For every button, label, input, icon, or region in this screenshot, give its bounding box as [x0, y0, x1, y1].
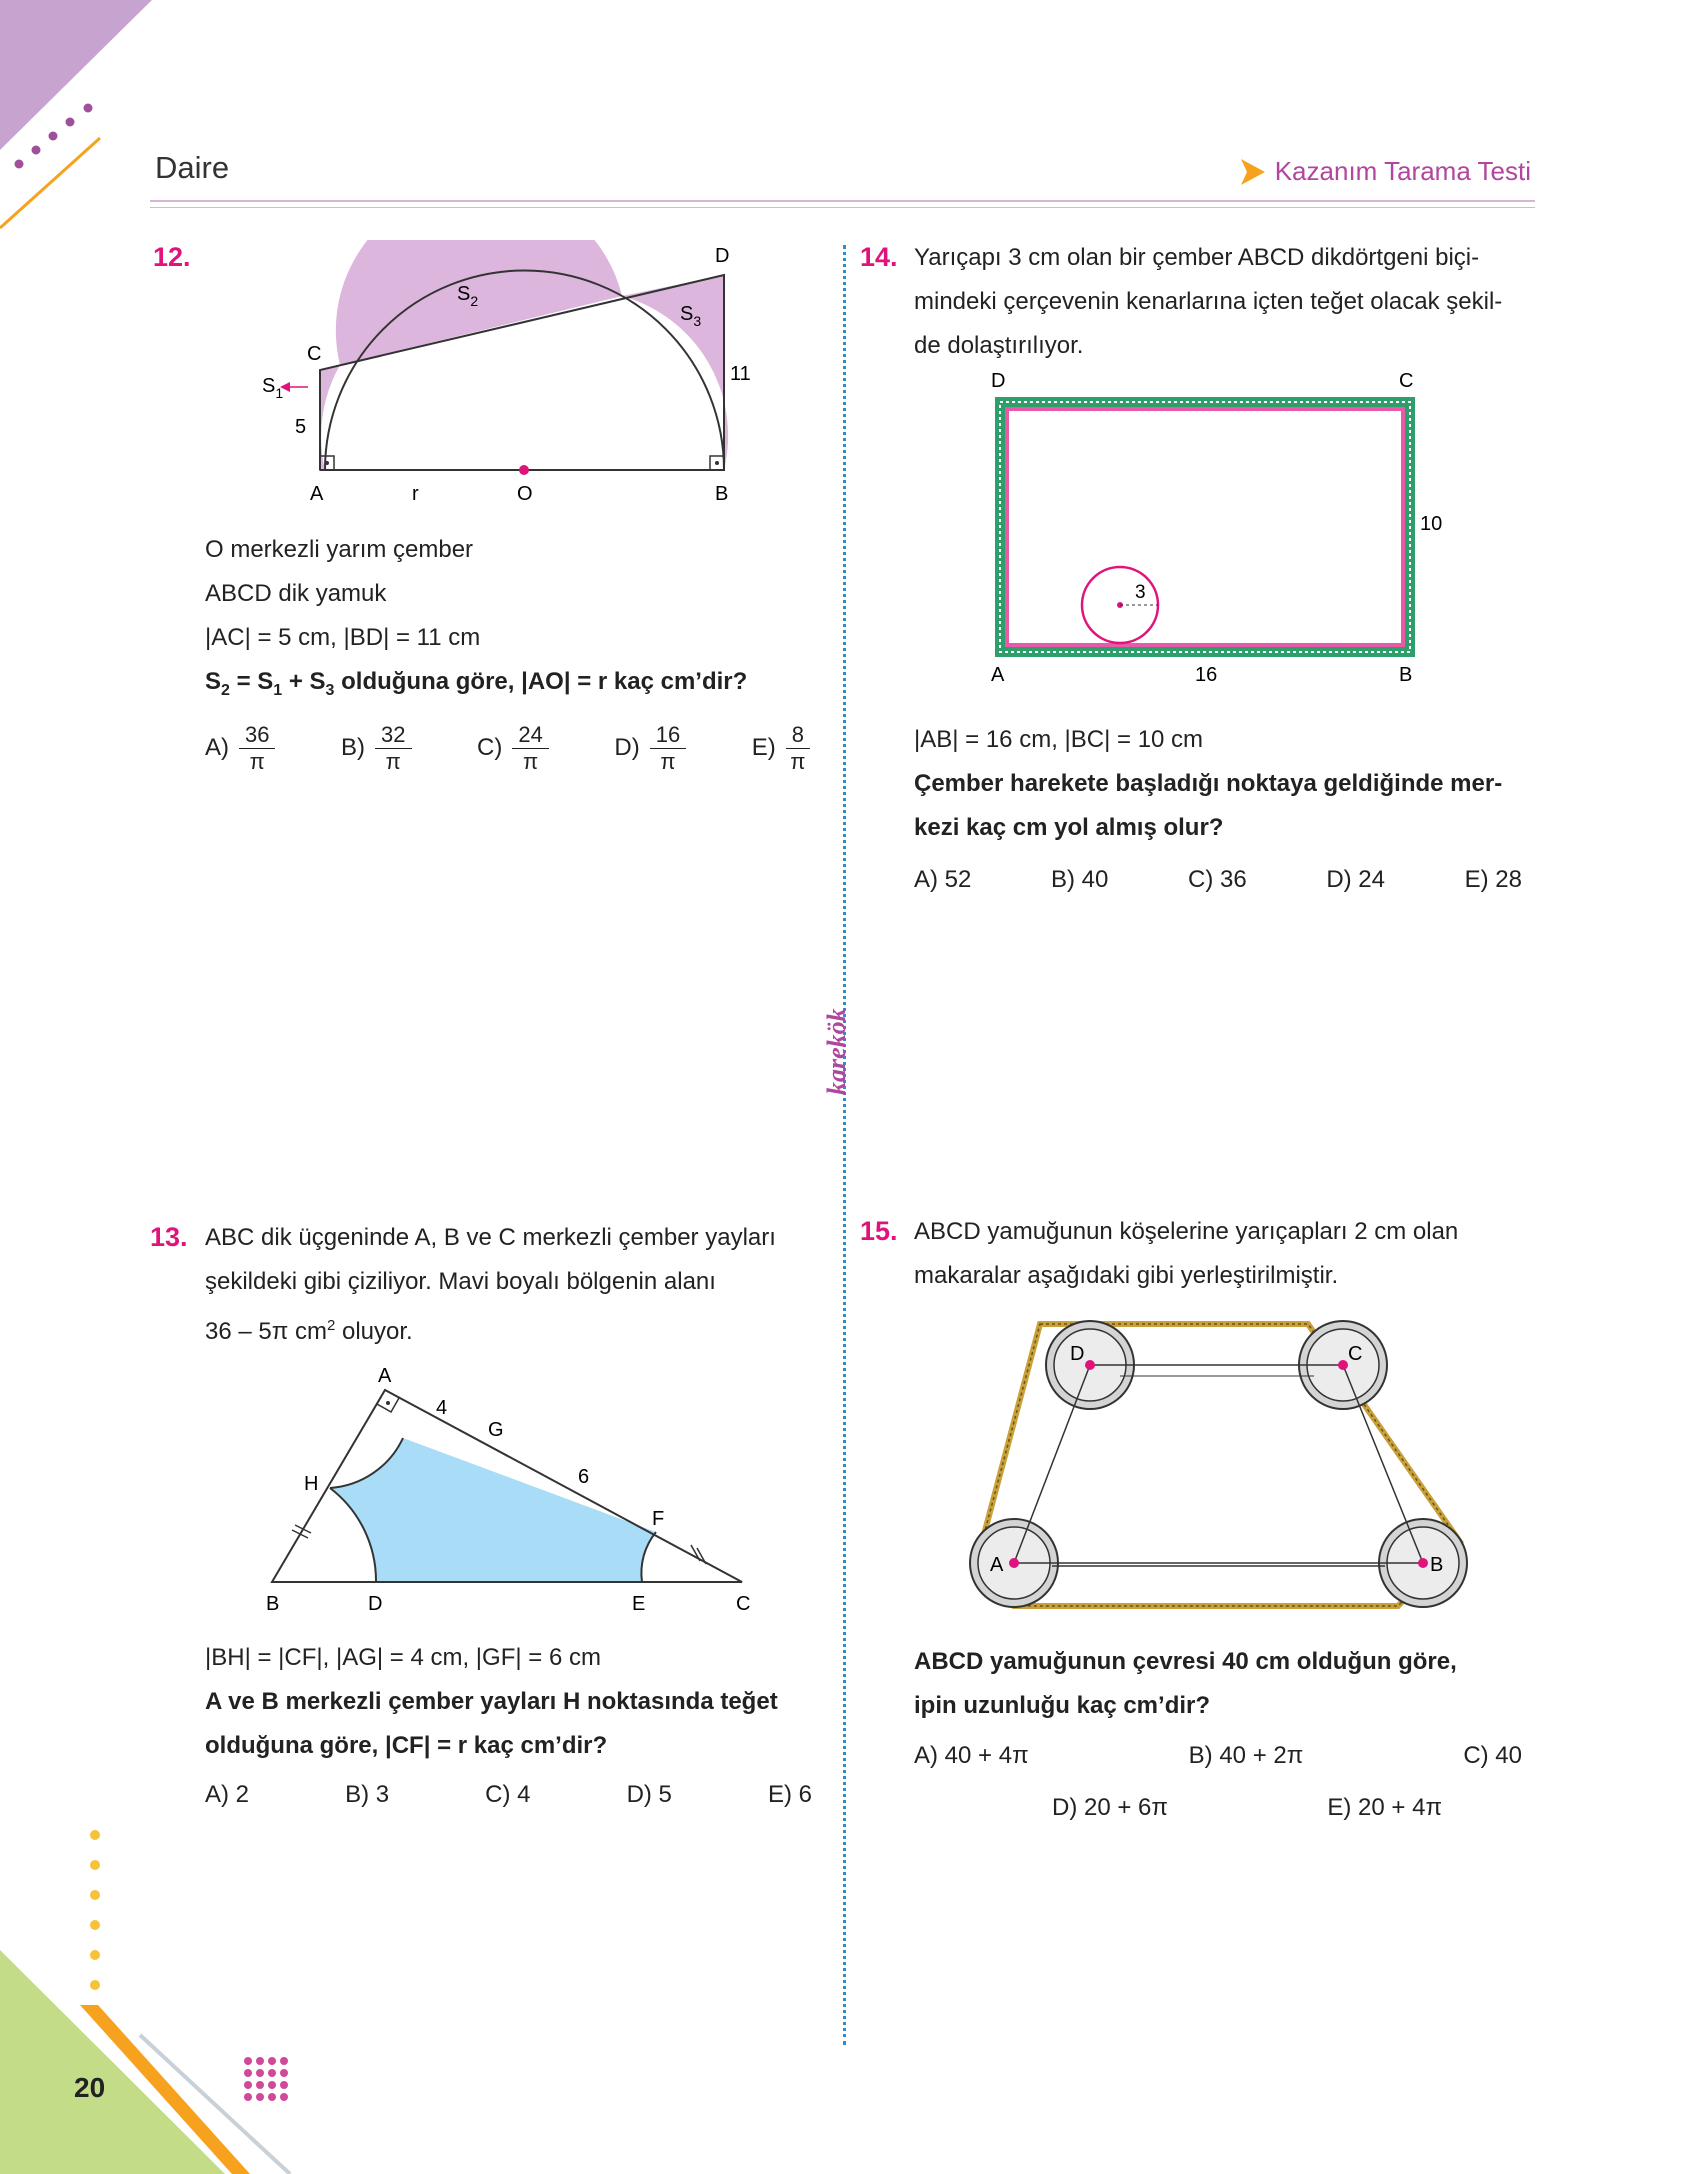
- q14-intro-3: de dolaştırılıyor.: [914, 332, 1084, 359]
- q15-intro: [914, 1210, 1524, 1298]
- q13-intro-1: ABC dik üçgeninde A, B ve C merkezli çember yayları: [205, 1224, 776, 1251]
- q15-option-b[interactable]: B) 40 + 2π: [1188, 1742, 1304, 1769]
- q12-option-e[interactable]: E) $\frac{8}{\pi}$: [752, 722, 810, 775]
- q14-options: [914, 866, 1522, 894]
- column-divider: [843, 245, 846, 2045]
- q13-intro-2: şekildeki gibi çiziliyor. Mavi boyalı bölgenin alanı: [205, 1268, 716, 1295]
- q13-intro-3: 36 – 5π $cm^2$ oluyor.: [205, 1317, 413, 1345]
- q14-label-D: D: [991, 370, 1006, 392]
- header-divider: [150, 200, 1535, 202]
- karekok-label: karekök: [822, 1008, 851, 1095]
- q14-label-B: B: [1399, 664, 1413, 686]
- q15-label-A: A: [990, 1554, 1004, 1576]
- q13-label-4: 4: [436, 1397, 448, 1419]
- q12-option-d[interactable]: D) $\frac{16}{\pi}$: [614, 722, 686, 775]
- q12-label-r: r: [412, 483, 419, 505]
- q15-label-B: B: [1430, 1554, 1444, 1576]
- corner-decoration-top: [0, 0, 160, 240]
- page-number: 20: [74, 2072, 106, 2103]
- q12-line-2: ABCD dik yamuk: [205, 580, 387, 607]
- q13-label-F: F: [652, 1508, 665, 1530]
- q13-option-a[interactable]: A) 2: [205, 1781, 250, 1808]
- q15-intro-1: ABCD yamuğunun köşelerine yarıçapları 2 cm olan: [914, 1218, 1459, 1245]
- q12-label-B: B: [715, 483, 729, 505]
- q12-q-sub1: 1: [273, 681, 283, 699]
- q14-text: [914, 718, 1524, 850]
- q14-option-a[interactable]: A) 52: [914, 866, 972, 893]
- q13-question-2: olduğuna göre, |CF| = r kaç cm’dir?: [205, 1732, 608, 1759]
- q12-label-S1: $S_1$: [262, 375, 284, 401]
- q12-label-A: A: [310, 483, 324, 505]
- q13-intro: [205, 1216, 815, 1354]
- q12-label-O: O: [517, 483, 533, 505]
- q14-option-c[interactable]: C) 36: [1188, 866, 1247, 893]
- q13-label-A: A: [378, 1365, 392, 1387]
- q15-option-e[interactable]: E) 20 + 4π: [1327, 1794, 1442, 1821]
- q14-label-10: 10: [1420, 513, 1443, 535]
- question-12-number: 12.: [153, 242, 191, 272]
- q14-label-A: A: [991, 664, 1005, 686]
- corner-decoration-bottom: [0, 1820, 300, 2174]
- q13-options: [205, 1781, 812, 1809]
- q14-label-16: 16: [1195, 664, 1218, 686]
- q13-label-6: 6: [578, 1466, 590, 1488]
- q12-text: [205, 528, 815, 713]
- q15-figure: [960, 1310, 1480, 1620]
- q14-intro-1: Yarıçapı 3 cm olan bir çember ABCD dikdörtgeni biçi-: [914, 244, 1480, 271]
- q13-option-c[interactable]: C) 4: [485, 1781, 531, 1808]
- q12-label-D: D: [715, 245, 730, 267]
- q13-option-e[interactable]: E) 6: [767, 1781, 812, 1808]
- q13-label-B: B: [266, 1593, 280, 1615]
- q15-option-d[interactable]: D) 20 + 6π: [1052, 1794, 1168, 1821]
- q12-label-S3: $S_3$: [680, 303, 702, 329]
- q12-label-5: 5: [295, 416, 307, 438]
- q14-option-e[interactable]: E) 28: [1464, 866, 1522, 893]
- q13-label-C: C: [736, 1593, 751, 1615]
- chevron-right-icon: [1237, 157, 1267, 187]
- q12-option-c[interactable]: C) $\frac{24}{\pi}$: [477, 722, 549, 775]
- q12-q-sub2: 2: [221, 681, 230, 699]
- header-divider-thin: [150, 207, 1535, 208]
- q14-option-d[interactable]: D) 24: [1326, 866, 1385, 893]
- q12-q-sub3: 3: [325, 681, 335, 699]
- page-title: Daire: [155, 150, 230, 185]
- q12-line-1: O merkezli yarım çember: [205, 536, 474, 563]
- q12-label-S2: $S_2$: [457, 283, 479, 309]
- q14-intro-2: mindeki çerçevenin kenarlarına içten teğet olacak şekil-: [914, 288, 1503, 315]
- q14-intro: [914, 236, 1524, 368]
- question-15-number: 15.: [860, 1216, 898, 1246]
- q15-question-1: ABCD yamuğunun çevresi 40 cm olduğun göre,: [914, 1648, 1457, 1675]
- q15-question-2: ipin uzunluğu kaç cm’dir?: [914, 1692, 1211, 1719]
- q15-label-C: C: [1348, 1343, 1363, 1365]
- q12-figure: [250, 240, 770, 515]
- test-label-text: Kazanım Tarama Testi: [1274, 156, 1531, 186]
- q14-question-1: Çember harekete başladığı noktaya geldiğinde mer-: [914, 770, 1503, 797]
- question-13-number: 13.: [150, 1222, 188, 1252]
- question-14-number: 14.: [860, 242, 898, 272]
- q13-option-d[interactable]: D) 5: [626, 1781, 672, 1808]
- q15-intro-2: makaralar aşağıdaki gibi yerleştirilmiştir.: [914, 1262, 1339, 1289]
- q12-label-11: 11: [730, 363, 751, 385]
- q15-label-D: D: [1070, 1343, 1085, 1365]
- test-label: [1237, 156, 1531, 187]
- q14-question-2: kezi kaç cm yol almış olur?: [914, 814, 1224, 841]
- q13-label-D: D: [368, 1593, 383, 1615]
- q13-label-H: H: [304, 1473, 319, 1495]
- q12-question-text: olduğuna göre, |AO| = r kaç cm’dir?: [341, 668, 748, 695]
- q12-question: $S_2 = S_1 + S_3$ olduğuna göre, |AO| = r kaç cm’dir?: [205, 668, 748, 699]
- q14-label-C: C: [1399, 370, 1414, 392]
- q15-text: [914, 1640, 1524, 1728]
- q12-label-C: C: [307, 343, 322, 365]
- q12-option-a[interactable]: A) $\frac{36}{\pi}$: [205, 722, 275, 775]
- q13-figure: [260, 1360, 770, 1620]
- q15-options-row2: [1052, 1794, 1442, 1822]
- q12-line-3: |AC| = 5 cm, |BD| = 11 cm: [205, 624, 481, 651]
- q14-given: |AB| = 16 cm, |BC| = 10 cm: [914, 726, 1204, 753]
- q13-label-G: G: [488, 1419, 504, 1441]
- q14-figure: [985, 365, 1455, 690]
- q14-option-b[interactable]: B) 40: [1051, 866, 1109, 893]
- q15-option-c[interactable]: C) 40: [1463, 1742, 1522, 1769]
- q13-given: |BH| = |CF|, |AG| = 4 cm, |GF| = 6 cm: [205, 1644, 601, 1671]
- q13-label-E: E: [632, 1593, 646, 1615]
- q12-options: [205, 722, 810, 775]
- q14-label-3: 3: [1135, 582, 1146, 603]
- q13-question-1: A ve B merkezli çember yayları H noktasında teğet: [205, 1688, 778, 1715]
- q13-option-b[interactable]: B) 3: [345, 1781, 390, 1808]
- q15-option-a[interactable]: A) 40 + 4π: [914, 1742, 1029, 1769]
- q13-text: [205, 1636, 825, 1768]
- q15-options-row1: [914, 1742, 1522, 1770]
- q12-option-b[interactable]: B) $\frac{32}{\pi}$: [341, 722, 411, 775]
